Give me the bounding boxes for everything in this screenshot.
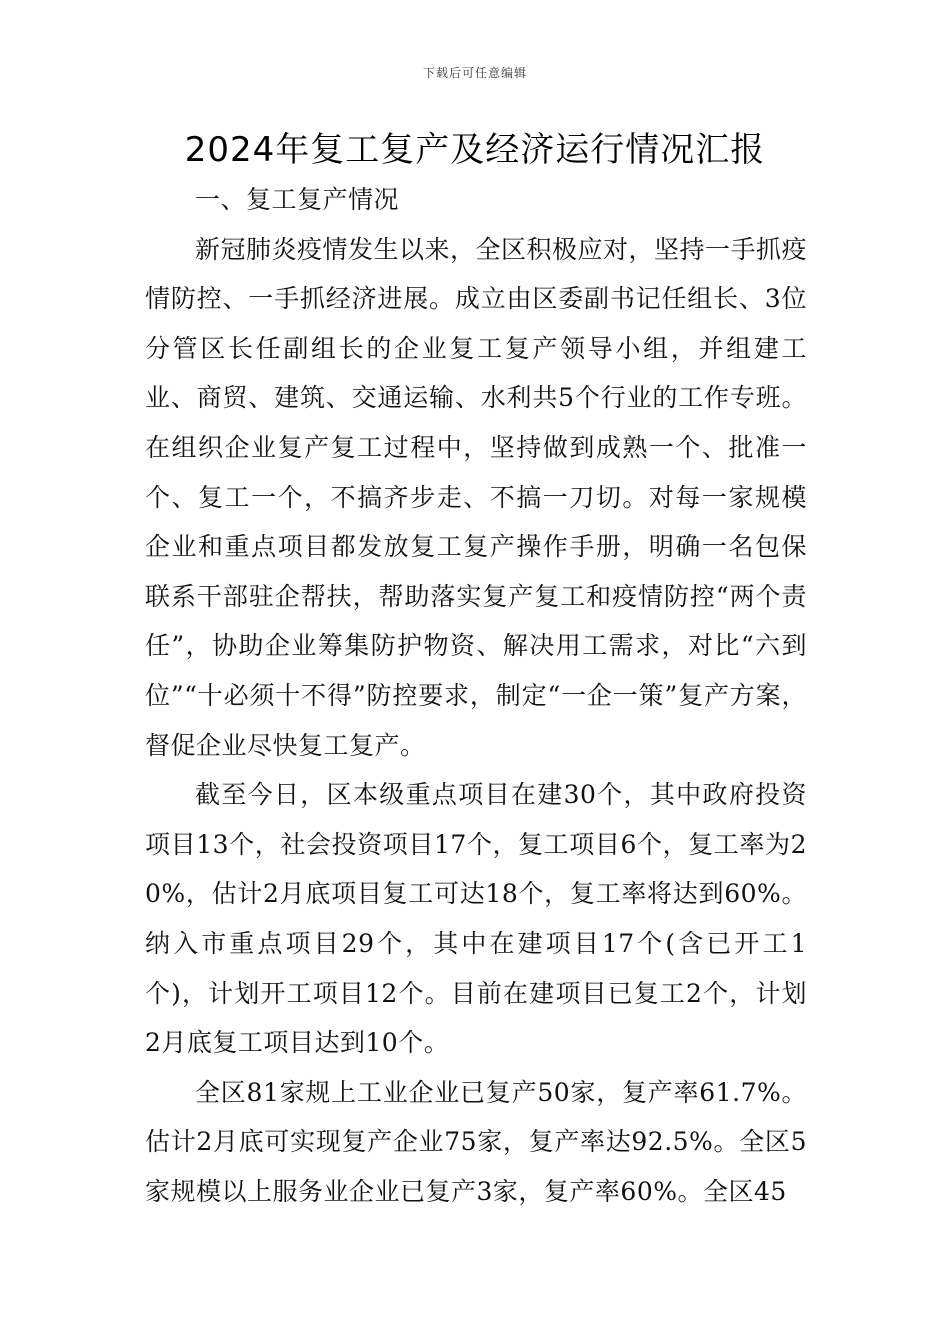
paragraph-2: 截至今日，区本级重点项目在建30个，其中政府投资项目13个，社会投资项目17个，复工项目6个，复工率为20%，估计2月底项目复工可达18个，复工率将达到60%。纳入市重点项目29个，其中在建项目17个(含已开工1个)，计划开工项目12个。目前在建项目已复工2个，计划2月底复工项目达到10个。	[145, 780, 807, 1058]
paragraph-3: 全区81家规上工业企业已复产50家，复产率61.7%。估计2月底可实现复产企业75家，复产率达92.5%。全区5家规模以上服务业企业已复产3家，复产率60%。全区45	[145, 1077, 807, 1206]
paragraph-1: 新冠肺炎疫情发生以来，全区积极应对，坚持一手抓疫情防控、一手抓经济进展。成立由区委副书记任组长、3位分管区长任副组长的企业复工复产领导小组，并组建工业、商贸、建筑、交通运输、水利共5个行业的工作专班。在组织企业复产复工过程中，坚持做到成熟一个、批准一个、复工一个，不搞齐步走、不搞一刀切。对每一家规模企业和重点项目都发放复工复产操作手册，明确一名包保联系干部驻企帮扶，帮助落实复产复工和疫情防控“两个责任”，协助企业筹集防护物资、解决用工需求，对比“六到位”“十必须十不得”防控要求，制定“一企一策”复产方案，督促企业尽快复工复产。	[145, 234, 808, 760]
document-title: 2024年复工复产及经济运行情况汇报	[184, 130, 766, 170]
document-body	[145, 175, 807, 1216]
header-note: 下载后可任意编辑	[422, 66, 527, 80]
section-heading: 一、复工复产情况	[195, 185, 400, 214]
